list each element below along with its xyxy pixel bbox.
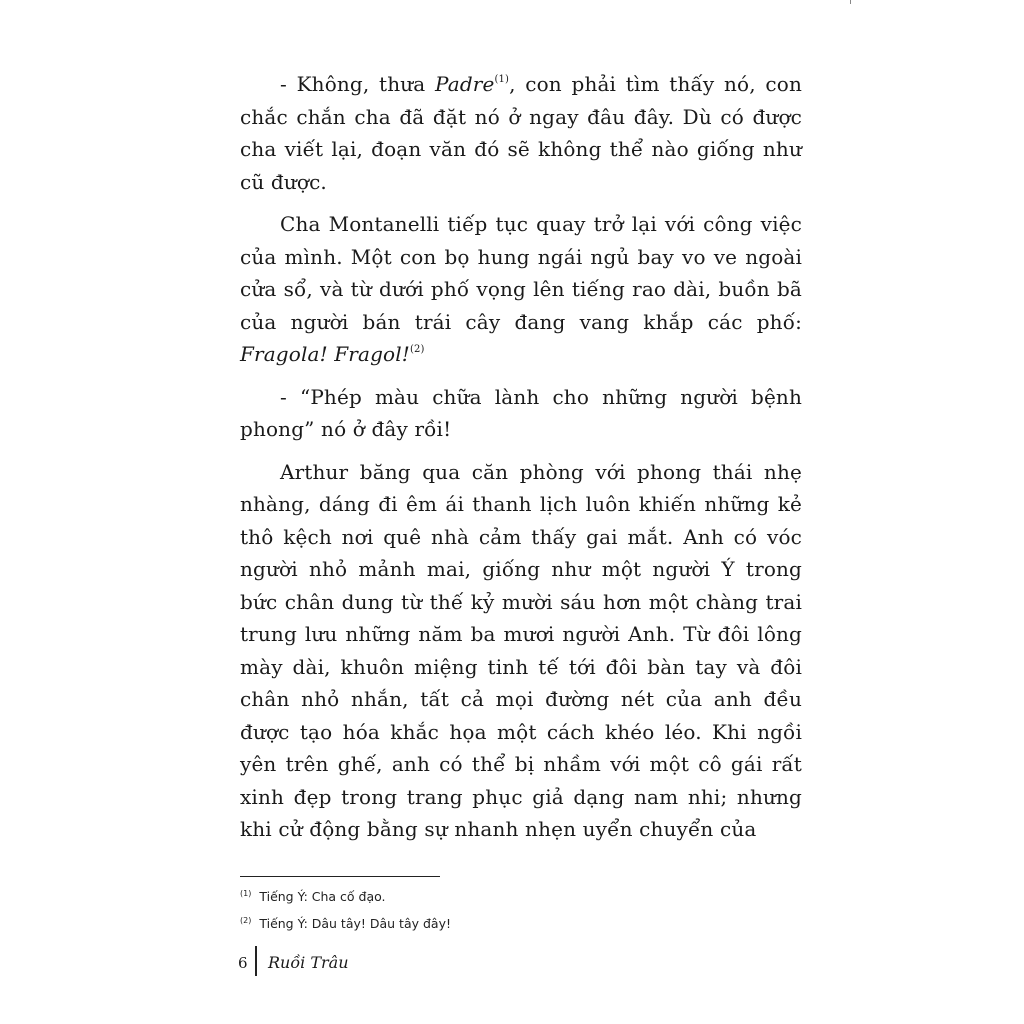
fragola-cry: Fragola! Fragol!	[240, 342, 410, 366]
paragraph-2	[240, 208, 802, 371]
footnote-2-mark: (2)	[240, 916, 252, 925]
footnote-2	[240, 909, 451, 936]
footnote-ref-2: (2)	[409, 344, 425, 355]
paragraph-2-text: Cha Montanelli tiếp tục quay trở lại với công việc của mình. Một con bọ hung ngái ngủ bay vo ve ngoài cửa sổ, và từ dưới phố vọng lên tiếng rao dài, buồn bã của người bán trái cây đang vang khắp các phố:	[240, 212, 802, 334]
main-text	[240, 68, 802, 846]
paragraph-1-lead: - Không, thưa	[280, 72, 436, 96]
footnote-ref-1: (1)	[494, 74, 510, 85]
paragraph-3-text: - “Phép màu chữa lành cho những người bệnh phong” nó ở đây rồi!	[240, 384, 802, 441]
footnote-divider	[240, 876, 440, 877]
footnote-2-text: Tiếng Ý: Dâu tây! Dâu tây đây!	[259, 916, 451, 931]
padre-word: Padre	[435, 72, 495, 96]
footer-divider	[255, 946, 257, 976]
footnote-1	[240, 882, 451, 909]
paragraph-3	[240, 381, 802, 446]
paragraph-1-rest: , con phải tìm thấy nó, con chắc chắn cha đã đặt nó ở ngay đâu đây. Dù có được cha viết lại, đoạn văn đó sẽ không thể nào giống như cũ được.	[240, 72, 802, 194]
footnote-1-text: Tiếng Ý: Cha cố đạo.	[259, 889, 386, 904]
running-title: Ruồi Trâu	[268, 953, 349, 972]
scan-edge-mark	[850, 0, 851, 4]
footnote-1-mark: (1)	[240, 889, 252, 898]
page-number: 6	[238, 954, 248, 972]
footnotes	[240, 882, 451, 936]
paragraph-4	[240, 456, 802, 846]
paragraph-4-text: Arthur băng qua căn phòng với phong thái nhẹ nhàng, dáng đi êm ái thanh lịch luôn khiến những kẻ thô kệch nơi quê nhà cảm thấy gai mắt. Anh có vóc người nhỏ mảnh mai, giống như một người Ý trong bức chân dung từ thế kỷ mười sáu hơn một chàng trai trung lưu những năm ba mươi người Anh. Từ đôi lông mày dài, khuôn miệng tinh tế tới đôi bàn tay và đôi chân nhỏ nhắn, tất cả mọi đường nét của anh đều được tạo hóa khắc họa một cách khéo léo. Khi ngồi yên trên ghế, anh có thể bị nhầm với một cô gái rất xinh đẹp trong trang phục giả dạng nam nhi; nhưng khi cử động bằng sự nhanh nhẹn uyển chuyển của	[240, 459, 802, 841]
paragraph-1	[240, 68, 802, 198]
